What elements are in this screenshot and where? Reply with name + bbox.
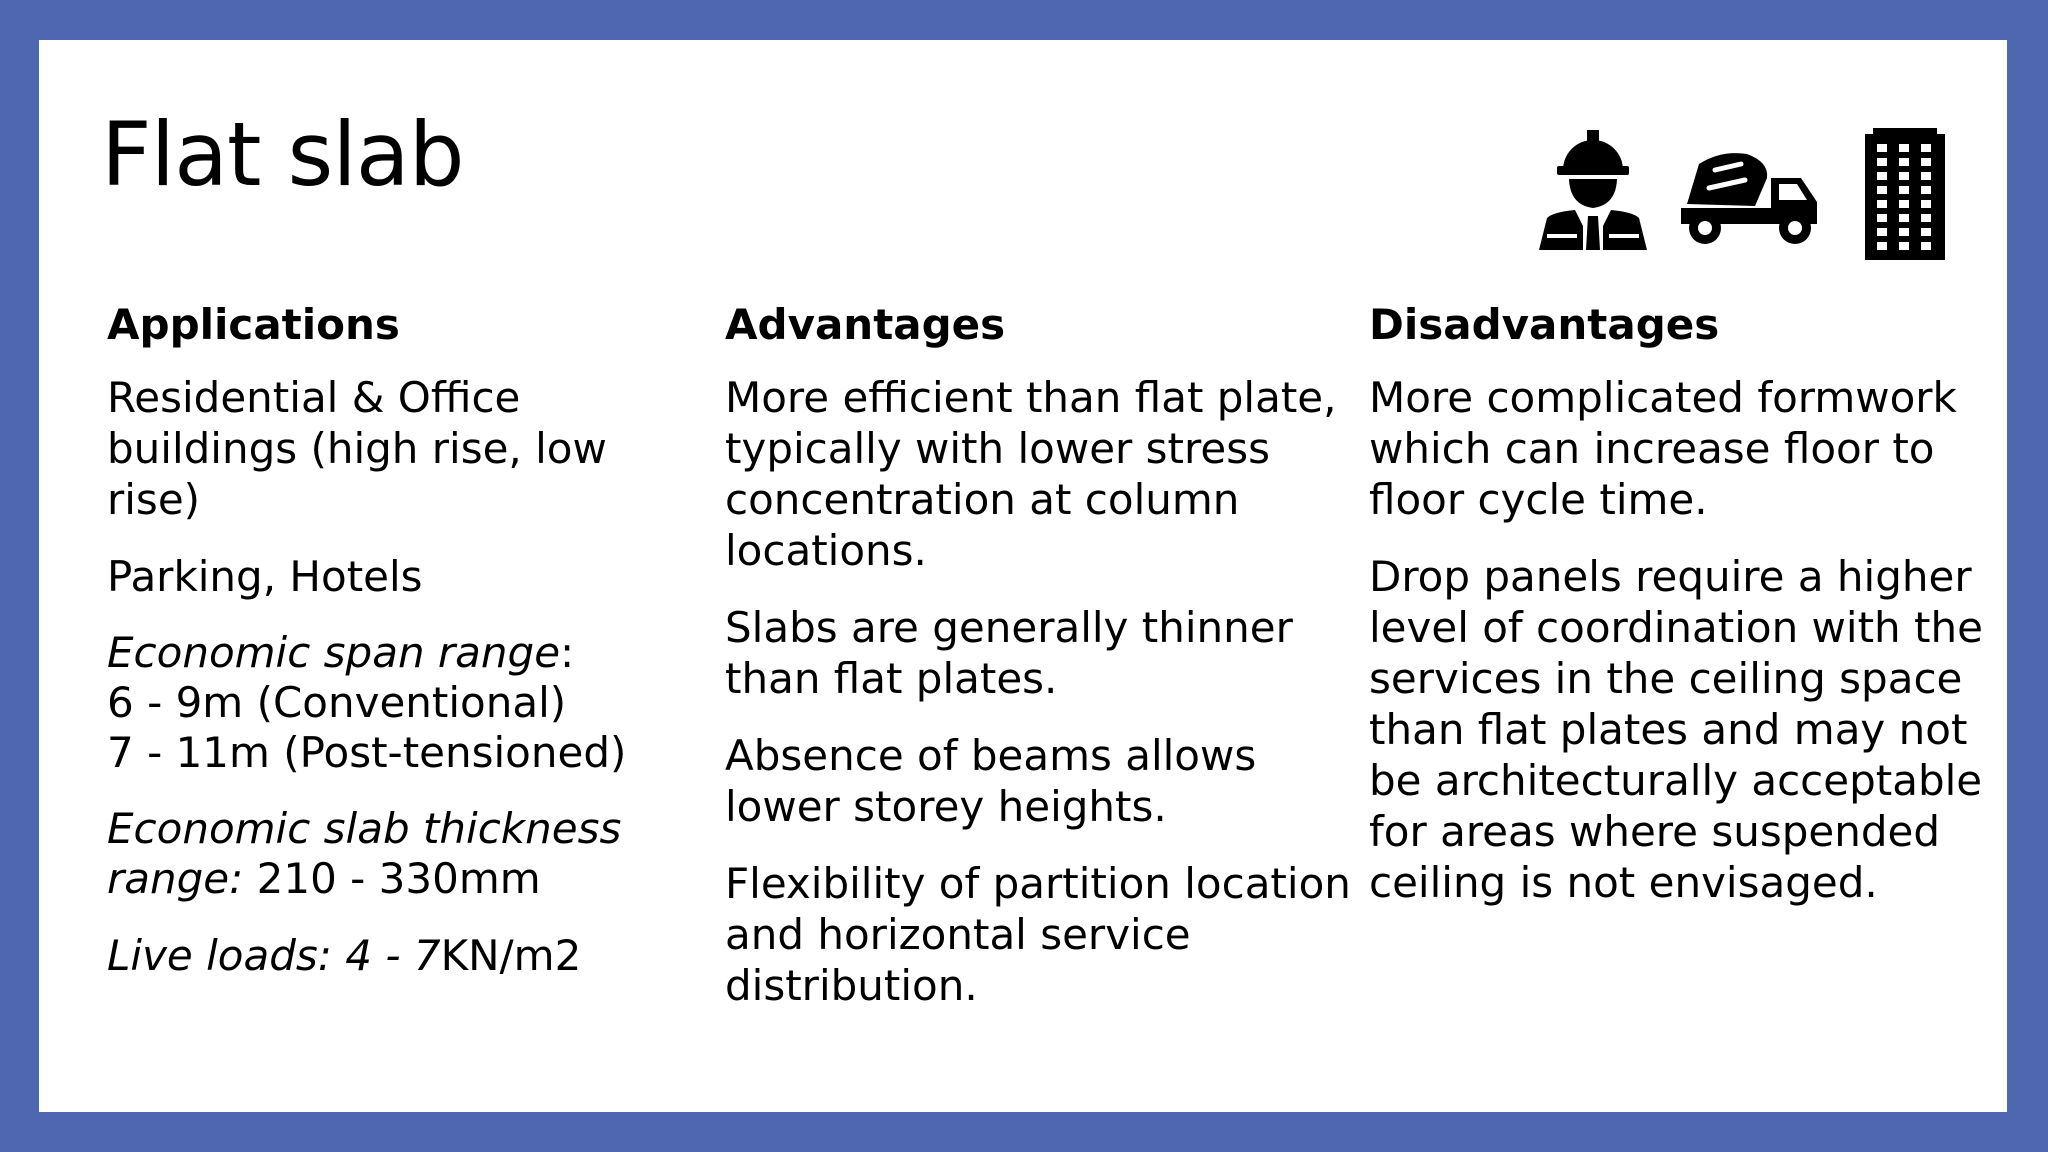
advantages-heading: Advantages: [725, 300, 1006, 349]
building-window: [1921, 214, 1931, 222]
slide-title: Flat slab: [101, 103, 464, 206]
building-window: [1877, 228, 1887, 236]
building-window: [1899, 200, 1909, 208]
concrete-mixer-truck-icon: [1675, 144, 1823, 248]
building-window: [1877, 158, 1887, 166]
advantage-item: Flexibility of partition location and horizontal service distribution.: [725, 859, 1351, 1011]
building-window: [1921, 228, 1931, 236]
building-window: [1899, 242, 1909, 250]
advantage-item: Slabs are generally thinner than flat plates.: [725, 603, 1293, 704]
economic-slab-thickness: [107, 804, 707, 904]
disadvantage-item: More complicated formwork which can increase floor to floor cycle time.: [1369, 373, 1957, 525]
applications-heading: Applications: [107, 300, 400, 349]
building-window: [1899, 214, 1909, 222]
disadvantages-column: [1369, 300, 2009, 934]
span-conventional: 6 - 9m (Conventional): [107, 678, 567, 728]
thickness-label: Economic slab thickness: [107, 804, 622, 854]
live-loads-unit: KN/m2: [440, 931, 582, 981]
thickness-label-cont: range:: [107, 854, 244, 904]
disadvantages-heading: Disadvantages: [1369, 300, 1720, 349]
building-window: [1877, 172, 1887, 180]
building-window: [1899, 158, 1909, 166]
building-window: [1921, 172, 1931, 180]
building-window: [1921, 144, 1931, 152]
building-window: [1877, 186, 1887, 194]
advantage-item: Absence of beams allows lower storey heights.: [725, 731, 1257, 832]
building-icon: [1859, 128, 1951, 262]
live-loads: [107, 930, 707, 981]
advantages-column: [725, 300, 1365, 1037]
building-window: [1921, 200, 1931, 208]
building-window: [1899, 228, 1909, 236]
span-post-tensioned: 7 - 11m (Post-tensioned): [107, 728, 627, 778]
live-loads-label: Live loads: 4 - 7: [107, 931, 441, 981]
applications-item: Residential & Office buildings (high rise, low rise): [107, 373, 607, 525]
advantage-item: More efficient than flat plate, typically with lower stress concentration at column locations.: [725, 373, 1337, 576]
building-window: [1877, 144, 1887, 152]
icon-group: [1489, 86, 1959, 226]
slide: [39, 40, 2007, 1112]
building-window: [1877, 214, 1887, 222]
disadvantage-item: Drop panels require a higher level of coordination with the services in the ceiling space than flat plates and may not be architecturally acceptable for areas where suspended ceiling is not envisaged.: [1369, 552, 1983, 908]
building-window: [1899, 144, 1909, 152]
building-window: [1877, 242, 1887, 250]
applications-column: [107, 300, 707, 1007]
worker-icon: [1533, 126, 1653, 252]
span-colon: :: [560, 628, 575, 678]
economic-span-range: [107, 628, 707, 778]
applications-item: Parking, Hotels: [107, 552, 423, 602]
building-window: [1921, 186, 1931, 194]
building-window: [1899, 186, 1909, 194]
building-window: [1921, 242, 1931, 250]
span-label: Economic span range: [107, 628, 561, 678]
building-window: [1877, 200, 1887, 208]
building-window: [1899, 172, 1909, 180]
thickness-value: 210 - 330mm: [243, 854, 541, 904]
building-window: [1921, 158, 1931, 166]
